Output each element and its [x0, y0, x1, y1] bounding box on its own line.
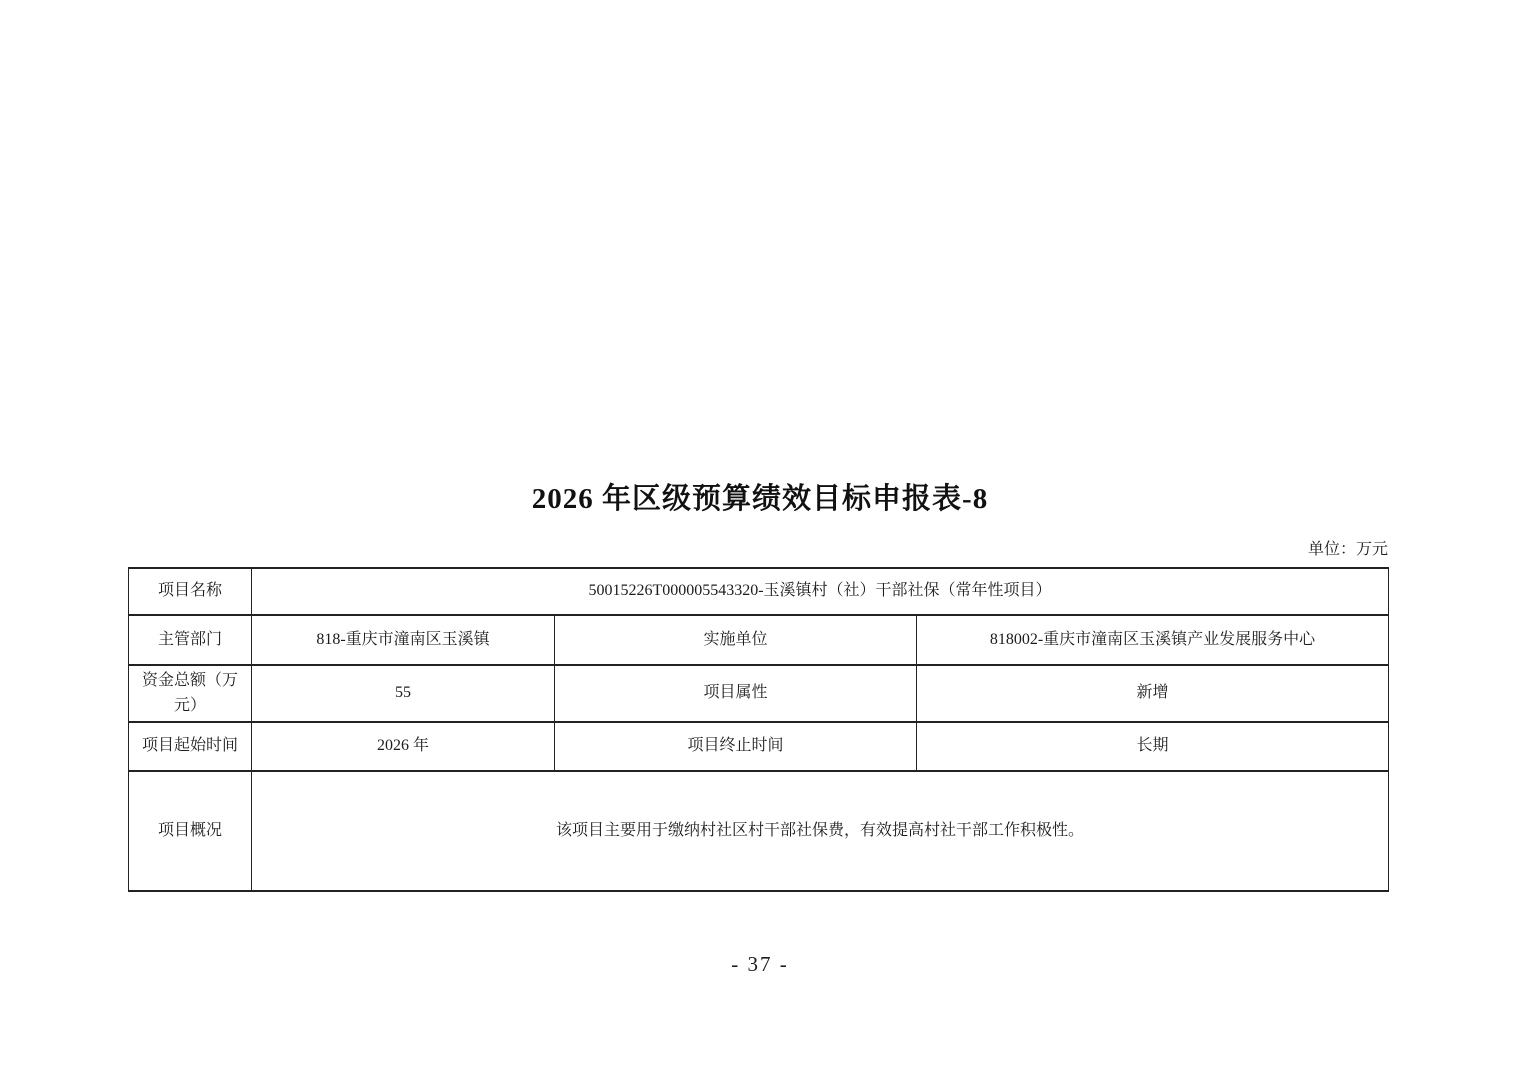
competent-department-label: 主管部门 [129, 615, 252, 665]
total-funds-label: 资金总额（万元） [129, 665, 252, 722]
end-time-label: 项目终止时间 [555, 722, 917, 771]
table-row-overview [129, 771, 1389, 891]
project-attribute-value: 新增 [917, 665, 1389, 722]
unit-label: 单位：万元 [1307, 541, 1388, 558]
table-row-departments [129, 615, 1389, 665]
table-row-funds [129, 665, 1389, 722]
start-time-label: 项目起始时间 [129, 722, 252, 771]
budget-form [128, 567, 1388, 892]
implementing-unit-label: 实施单位 [555, 615, 917, 665]
project-attribute-label: 项目属性 [555, 665, 917, 722]
implementing-unit-value: 818002-重庆市潼南区玉溪镇产业发展服务中心 [917, 615, 1389, 665]
project-overview-label: 项目概况 [129, 771, 252, 891]
table-row-project-name [129, 568, 1389, 615]
project-overview-value: 该项目主要用于缴纳村社区村干部社保费，有效提高村社干部工作积极性。 [252, 771, 1389, 891]
project-name-value: 50015226T000005543320-玉溪镇村（社）干部社保（常年性项目） [252, 568, 1389, 615]
budget-form-table [128, 567, 1389, 892]
table-row-dates [129, 722, 1389, 771]
page-number: - 37 - [731, 952, 789, 976]
start-time-value: 2026 年 [252, 722, 555, 771]
total-funds-value: 55 [252, 665, 555, 722]
project-name-label: 项目名称 [129, 568, 252, 615]
page-title: 2026 年区级预算绩效目标申报表-8 [531, 483, 989, 515]
end-time-value: 长期 [917, 722, 1389, 771]
competent-department-value: 818-重庆市潼南区玉溪镇 [252, 615, 555, 665]
